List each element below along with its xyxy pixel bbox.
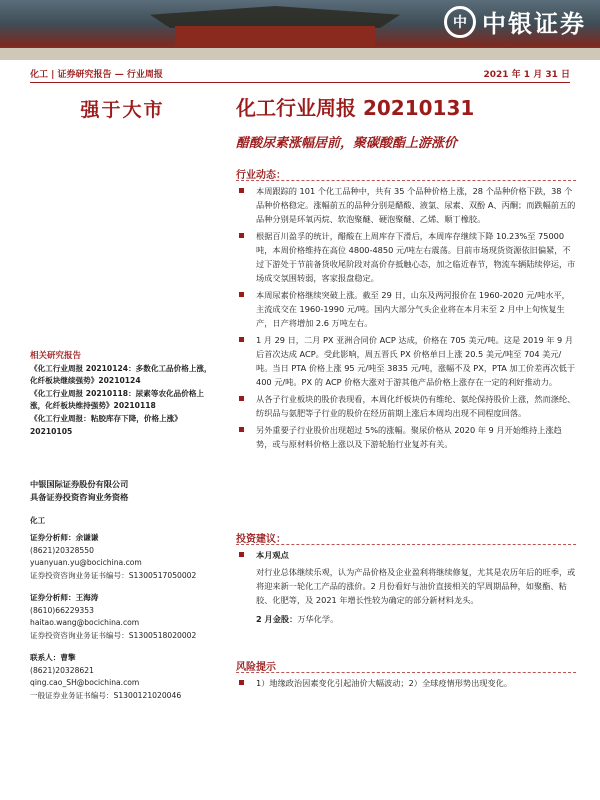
analyst-name-line: 证券分析师：余谦谦 [30, 533, 99, 542]
logo-text: 中银证券 [482, 9, 586, 38]
industry-rating: 强于大市 [80, 98, 165, 121]
divider [236, 672, 576, 673]
contact-name-line: 联系人：曹擎 [30, 653, 76, 662]
divider [236, 180, 576, 181]
palace-roof-graphic [150, 6, 400, 28]
broker-name: 中银国际证券股份有限公司 [30, 479, 129, 489]
section-risk: 风险提示 [236, 662, 276, 673]
divider [236, 544, 576, 545]
bullet-item: 1 月 29 日，二月 PX 亚洲合同价 ACP 达成，价格在 705 美元/吨。这是 2019 年 9 月后首次达成 ACP。受此影响，周五晋氏 PX 价格单日上涨 20.5 美元/吨至 704 美元/吨。当日 PTA 价格上涨 95 元/吨至 3835 元/吨，涨幅不及 PX，PTA 加工价差再次低于 400 元/吨。PX 的 ACP 价格大涨对于游其他产品价格上涨存在一定的利好推动力。 [232, 333, 577, 389]
analyst-email: yuanyuan.yu@bocichina.com [30, 558, 142, 568]
contact-email: qing.cao_SH@bocichina.com [30, 678, 140, 688]
bullet-item: 本周跟踪的 101 个化工品种中，共有 35 个品种价格上涨，28 个品种价格下跌，38 个品种价格稳定。涨幅前五的品种分别是醋酸、液氯、尿素、双酚 A、丙酮；而跌幅前五的品种分别是环氧丙烷、软泡聚醚、硬泡聚醚、乙烯、顺丁橡胶。 [232, 184, 577, 226]
palace-hall-graphic [175, 26, 375, 48]
industry-label: 化工 [30, 516, 46, 525]
view-text: 对行业总体继续乐观，认为产品价格及企业盈利将继续修复，尤其是农历年后的旺季，或将迎来新一轮化工产品的涨价。2 月份看好与油价直接相关的罕周期品种，如聚酯、粘胶、化肥等，及 2021 年增长性较为确定的部分新材料龙头。 [256, 567, 576, 605]
bullet-square-icon [239, 292, 244, 297]
report-title: 化工行业周报 20210131 [236, 96, 475, 120]
contact-phone: (8621)20328621 [30, 665, 94, 675]
bullet-item: 根据百川盈孚的统计，醋酸在上周库存下滑后，本周库存继续下降 10.23%至 75000 吨，本周价格维持在高位 4800-4850 元/吨左右震荡。目前市场现货资源依旧偏紧，不过下游处于节前备货收尾阶段对高价存抵触心态，加之临近春节，物流车辆陆续停运，市场成交氛围转弱，客家报盘稳定。 [232, 229, 577, 285]
bullet-item: 从各子行业板块的股价表现看，本周化纤板块仍有维纶、氨纶保持股价上涨，然而涤纶、纺织品与氨肥等子行业的股价在经历前期上涨后本周均出现不同程度回落。 [232, 392, 577, 420]
bullet-item: 本周尿素价格继续突破上涨。截至 29 日，山东及两河报价在 1960-2020 元/吨水平，主流成交在 1960-1990 元/吨。国内大部分气头企业将在本月末至 2 月中上旬恢复生产，日产将增加 2.6 万吨左右。 [232, 288, 577, 330]
contact-block [30, 652, 215, 702]
analyst-name-line: 证券分析师：王海涛 [30, 593, 99, 602]
risk-item: 1）地缘政治因素变化引起油价大幅波动；2）全球疫情形势出现变化。 [232, 676, 577, 690]
related-report-item: 《化工行业周报 20210124：多数化工品价格上涨，化纤板块继续强势》20210124 [30, 363, 212, 386]
palace-steps-graphic [0, 48, 600, 60]
report-date: 2021 年 1 月 31 日 [483, 70, 570, 80]
investment-advice [232, 548, 577, 629]
section-industry-trend: 行业动态： [236, 170, 286, 181]
company-logo [444, 4, 586, 39]
bullet-square-icon [239, 233, 244, 238]
analyst-email: haitao.wang@bocichina.com [30, 618, 140, 628]
report-category: 化工 | 证券研究报告 — 行业周报 [30, 70, 163, 80]
report-subtitle: 醋酸尿素涨幅居前，聚碳酸酯上游涨价 [236, 136, 458, 151]
analyst-cert: 证券投资咨询业务证书编号：S1300518020002 [30, 630, 197, 640]
bullet-item: 另外重要子行业股价出现超过 5%的涨幅。聚尿价格从 2020 年 9 月开始维持上涨趋势，或与原材料价格上涨以及下游轮胎行业复苏有关。 [232, 423, 577, 451]
analyst-cert: 证券投资咨询业务证书编号：S1300517050002 [30, 570, 197, 580]
related-report-item: 《化工行业周报：粘胶库存下降，价格上涨》20210105 [30, 413, 182, 436]
bullet-square-icon [239, 427, 244, 432]
logo-mark-icon: 中 [444, 6, 476, 38]
analyst-block [30, 532, 215, 582]
trend-bullets [232, 184, 577, 454]
contact-cert: 一般证券业务证书编号：S1300121020046 [30, 690, 182, 700]
bullet-square-icon [239, 337, 244, 342]
analyst-phone: (8621)20328550 [30, 545, 94, 555]
report-meta-line [30, 62, 570, 83]
header-banner [0, 0, 600, 60]
bullet-square-icon [239, 188, 244, 193]
gold-stock: 2 月金股：万华化学。 [256, 614, 339, 624]
related-reports [30, 350, 215, 438]
related-report-item: 《化工行业周报 20210118：尿素等农化品价格上涨，化纤板块维持强势》20210118 [30, 388, 205, 411]
broker-qualification: 具备证券投资咨询业务资格 [30, 491, 129, 502]
risk-list [232, 676, 577, 693]
bullet-square-icon [239, 680, 244, 685]
view-title: 本月观点 [232, 548, 577, 562]
bullet-square-icon [239, 396, 244, 401]
broker-info [30, 478, 215, 503]
related-reports-heading: 相关研究报告 [30, 351, 82, 361]
analyst-phone: (8610)66229353 [30, 605, 94, 615]
section-investment-advice: 投资建议： [236, 534, 286, 545]
bullet-square-icon [239, 552, 244, 557]
analyst-block [30, 592, 215, 642]
